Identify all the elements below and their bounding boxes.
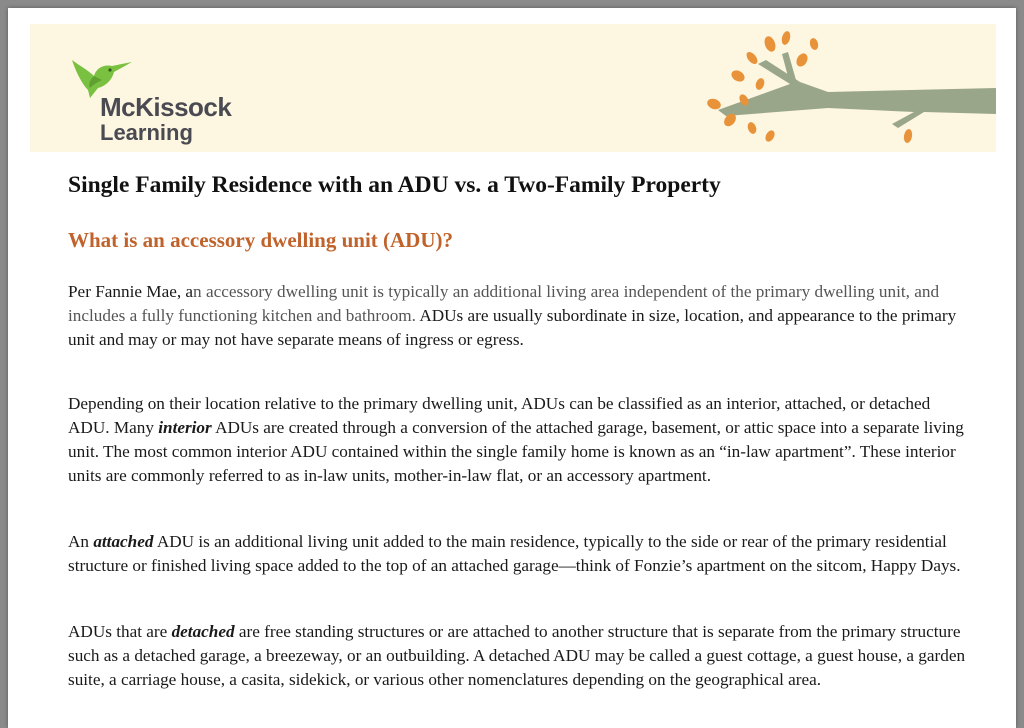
- header-banner: [30, 24, 996, 152]
- paragraph-attached: [68, 530, 968, 578]
- p4-b: are free standing structures or are attached to another structure that is separate from the primary structure such as a detached garage, a breezeway, or an outbuilding. A detached ADU may be called a guest cottage, a guest house, a garden suite, a carriage house, a casita, sidekick, or various other nomenclatures depending on the geographical area.: [68, 622, 966, 689]
- paragraph-detached: [68, 620, 968, 692]
- section-heading: What is an accessory dwelling unit (ADU)?: [68, 228, 454, 252]
- p2-a: Depending on their location relative to the primary dwelling unit, ADUs can be classified as an interior, attached, or detached ADU. Many: [68, 394, 931, 437]
- p2-emphasis: interior: [158, 418, 212, 437]
- p3-emphasis: attached: [93, 532, 154, 551]
- logo-line-2: Learning: [100, 120, 193, 145]
- document-title: Single Family Residence with an ADU vs. a Two-Family Property: [68, 172, 721, 198]
- p1-b: n accessory dwelling unit is typically an additional living area independent of the primary dwelling unit, and includes a fully functioning kitchen and bathroom.: [68, 282, 940, 325]
- p3-b: ADU is an additional living unit added to the main residence, typically to the side or rear of the primary residential structure or finished living space added to the top of an attached garage—think of Fonzie’s apartment on the sitcom, Happy Days.: [68, 532, 961, 575]
- tree-branch-icon: [678, 24, 996, 152]
- p3-a: An: [68, 532, 94, 551]
- p2-b: ADUs are created through a conversion of the attached garage, basement, or attic space into a separate living unit. The most common interior ADU contained within the single family home is known as an “in-law apartment”. These interior units are commonly referred to as in-law units, mother-in-law flat, or an accessory apartment.: [68, 418, 964, 485]
- paragraph-interior: [68, 392, 968, 488]
- logo-wordmark: [100, 94, 231, 144]
- p1-c: ADUs are usually subordinate in size, location, and appearance to the primary unit and may or may not have separate means of ingress or egress.: [68, 306, 957, 349]
- paragraph-definition: [68, 280, 968, 352]
- logo-line-1: McKissock: [100, 92, 232, 122]
- p4-a: ADUs that are: [68, 622, 172, 641]
- p1-a: Per Fannie Mae, a: [68, 282, 194, 301]
- p4-emphasis: detached: [171, 622, 235, 641]
- document-page: [8, 8, 1016, 728]
